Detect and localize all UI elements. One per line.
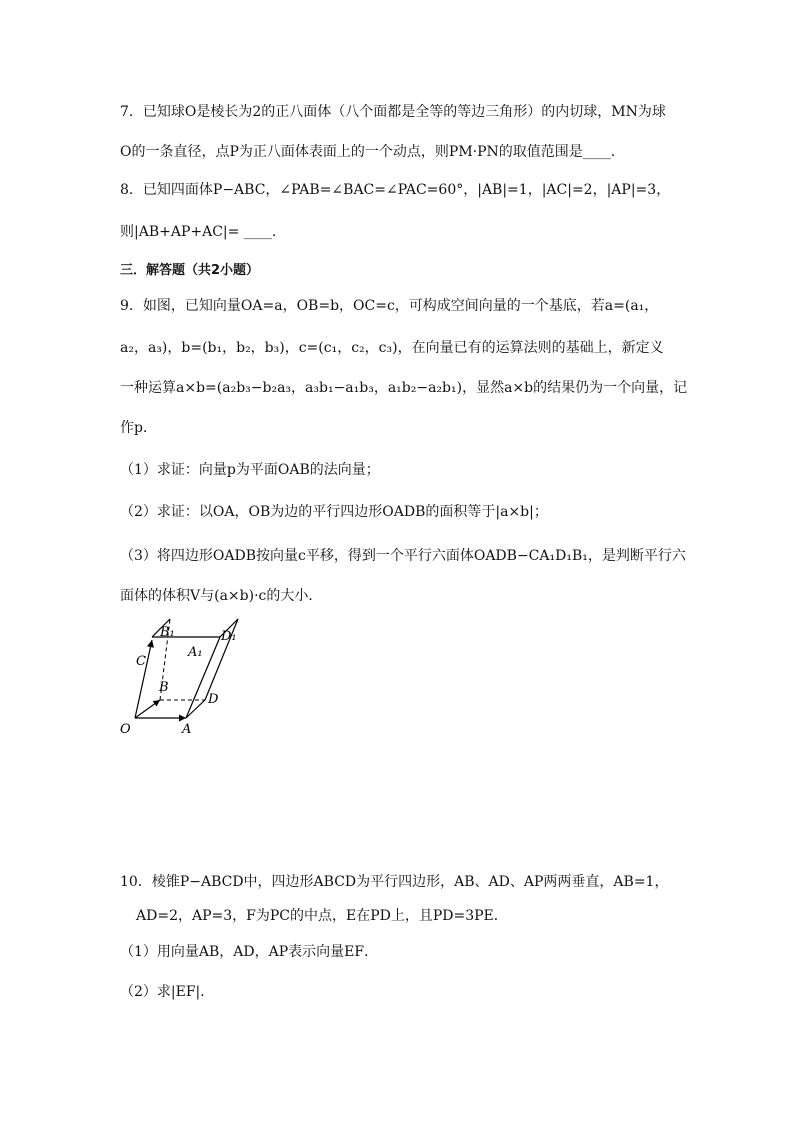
q9-part-1: （1）求证：向量p为平面OAB的法向量； (120, 462, 380, 478)
q7-line-1: 7．已知球O是棱长为2的正八面体（八个面都是全等的等边三角形）的内切球，MN为球 (120, 104, 666, 120)
label-D1: D₁ (221, 629, 237, 644)
q9-part-2: （2）求证：以OA，OB为边的平行四边形OADB的面积等于|a×b|； (120, 504, 548, 520)
q9-line-1: 9．如图，已知向量OA=a，OB=b，OC=c，可构成空间向量的一个基底，若a=(a₁， (120, 298, 659, 314)
q10-line-1: 10．棱锥P−ABCD中，四边形ABCD为平行四边形，AB、AD、AP两两垂直，AB=1， (120, 874, 669, 890)
q10-part-1: （1）用向量AB，AD，AP表示向量EF． (120, 944, 379, 960)
label-C: C (136, 654, 146, 669)
label-B1: B₁ (160, 625, 175, 640)
label-B: B (159, 680, 169, 695)
q9-line-4: 作p． (120, 420, 157, 436)
parallelepiped-figure (110, 615, 260, 745)
section-heading: 三．解答题（共2小题） (120, 263, 260, 278)
label-D: D (208, 692, 219, 707)
q9-part-3-line-2: 面体的体积V与(a×b)·c的大小． (120, 588, 323, 604)
q9-part-3-line-1: （3）将四边形OADB按向量c平移，得到一个平行六面体OADB−CA₁D₁B₁，是判断平行六 (120, 548, 686, 564)
q8-line-1: 8．已知四面体P−ABC，∠PAB=∠BAC=∠PAC=60°，|AB|=1，|AC|=2，|AP|=3， (120, 182, 671, 198)
label-O: O (120, 722, 131, 737)
q9-line-3: 一种运算a×b=(a₂b₃−b₂a₃，a₃b₁−a₁b₃，a₁b₂−a₂b₁)，显然a×b的结果仍为一个向量，记 (120, 380, 688, 396)
label-A1: A₁ (188, 645, 203, 660)
q9-line-2: a₂，a₃)，b=(b₁，b₂，b₃)，c=(c₁，c₂，c₃)，在向量已有的运算法则的基础上，新定义 (120, 340, 664, 356)
label-A: A (182, 722, 192, 737)
q10-part-2: （2）求|EF|． (120, 984, 215, 1000)
q8-line-2: 则|AB+AP+AC|= ____. (120, 224, 277, 240)
q10-line-2: AD=2，AP=3，F为PC的中点，E在PD上，且PD=3PE． (136, 908, 508, 924)
q7-line-2: O的一条直径，点P为正八面体表面上的一个动点，则PM·PN的取值范围是____. (120, 144, 616, 160)
